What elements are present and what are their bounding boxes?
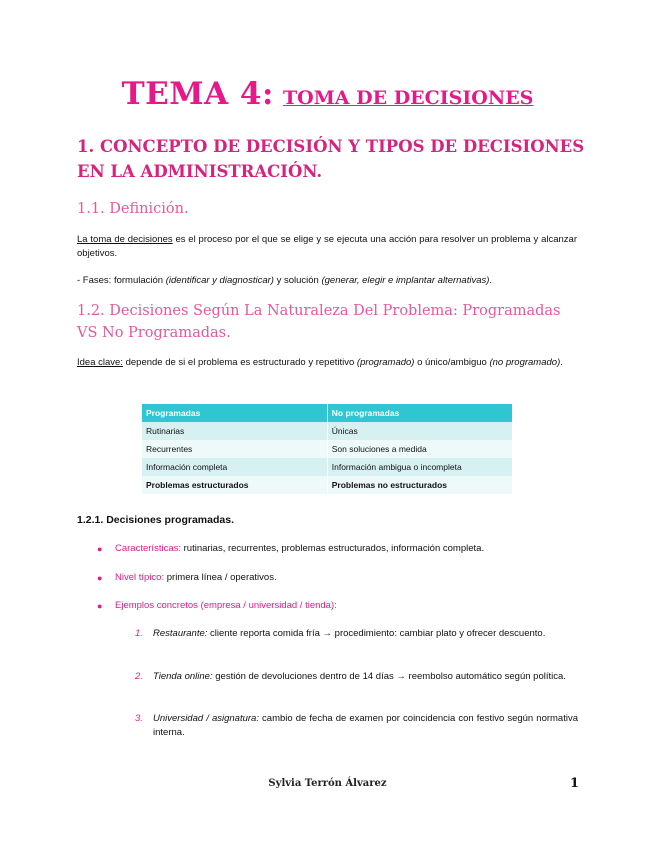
title-sub: TOMA DE DECISIONES	[283, 87, 534, 109]
bullet-text: primera línea / operativos.	[164, 572, 277, 583]
example-label: Universidad / asignatura:	[153, 713, 259, 724]
document-title	[0, 76, 655, 112]
table-row	[142, 422, 513, 440]
idea-text-1: depende de si el problema es estructurado y repetitivo	[122, 357, 357, 368]
idea-text-3: o único/ambiguo	[414, 357, 490, 368]
definition-text: es el proceso por el que se elige y se ejecuta una acción para resolver un problema y alcanzar objetivos.	[77, 234, 577, 259]
phases-label: - Fases:	[77, 275, 112, 286]
example-text: cambio de fecha de examen por coincidencia con festivo según normativa interna.	[153, 713, 578, 738]
example-label: Tienda online:	[153, 671, 213, 682]
phases-text-3: y solución	[273, 275, 322, 286]
table-row	[142, 476, 513, 494]
table-cell: Información completa	[142, 458, 327, 476]
table-cell: Son soluciones a medida	[327, 440, 512, 458]
table-cell: Recurrentes	[142, 440, 327, 458]
table-cell: Rutinarias	[142, 422, 327, 440]
example-text: cliente reporta comida fría → procedimiento: cambiar plato y ofrecer descuento.	[207, 628, 546, 639]
decisions-comparison-table	[142, 404, 513, 494]
table-cell: Únicas	[327, 422, 512, 440]
phases-paragraph	[77, 274, 577, 288]
table-header-cell: Programadas	[142, 404, 327, 422]
example-item	[135, 627, 578, 641]
section-1-1-heading: 1.1. Definición.	[77, 201, 189, 217]
idea-clave-paragraph	[77, 356, 577, 370]
idea-text-2: (programado)	[356, 357, 415, 368]
title-main: TEMA 4:	[121, 76, 274, 112]
idea-text-4: (no programado)	[489, 357, 561, 368]
section-1-2-heading: 1.2. Decisiones Según La Naturaleza Del Problema: Programadas VS No Programadas.	[77, 303, 561, 341]
table-cell: Problemas estructurados	[142, 476, 327, 494]
bullet-label: Características:	[115, 543, 181, 554]
bullet-icon: ●	[97, 601, 103, 611]
table-cell: Problemas no estructurados	[327, 476, 512, 494]
table-header-row	[142, 404, 513, 422]
example-number: 1.	[135, 628, 143, 639]
example-number: 3.	[135, 713, 143, 724]
phases-text-1: formulación	[111, 275, 166, 286]
table-row	[142, 458, 513, 476]
bullet-text: rutinarias, recurrentes, problemas estructurados, información completa.	[181, 543, 485, 554]
section-1-2-1-heading: 1.2.1. Decisiones programadas.	[77, 514, 234, 526]
example-label: Restaurante:	[153, 628, 208, 639]
table-row	[142, 440, 513, 458]
example-number: 2.	[135, 671, 143, 682]
definition-term: La toma de decisiones	[77, 234, 173, 245]
bullet-label: Nivel típico:	[115, 572, 165, 583]
phases-text-5: .	[489, 275, 493, 286]
phases-text-4: (generar, elegir e implantar alternativas)	[321, 275, 490, 286]
idea-text-5: .	[560, 357, 563, 368]
bullet-icon: ●	[97, 573, 103, 583]
page-number: 1	[570, 776, 580, 791]
example-text: gestión de devoluciones dentro de 14 días → reembolso automático según política.	[212, 671, 566, 682]
bullet-label: Ejemplos concretos (empresa / universidad / tienda):	[115, 600, 337, 611]
bullet-icon: ●	[97, 544, 103, 554]
definition-paragraph	[77, 233, 577, 261]
example-item	[135, 670, 578, 684]
idea-clave-label: Idea clave:	[77, 357, 123, 368]
table-cell: Información ambigua o incompleta	[327, 458, 512, 476]
section-1-heading: 1. CONCEPTO DE DECISIÓN Y TIPOS DE DECISIONES EN LA ADMINISTRACIÓN.	[77, 137, 585, 181]
example-item	[135, 712, 578, 740]
footer-author: Sylvia Terrón Álvarez	[268, 778, 387, 789]
phases-text-2: (identificar y diagnosticar)	[165, 275, 274, 286]
table-header-cell: No programadas	[327, 404, 512, 422]
